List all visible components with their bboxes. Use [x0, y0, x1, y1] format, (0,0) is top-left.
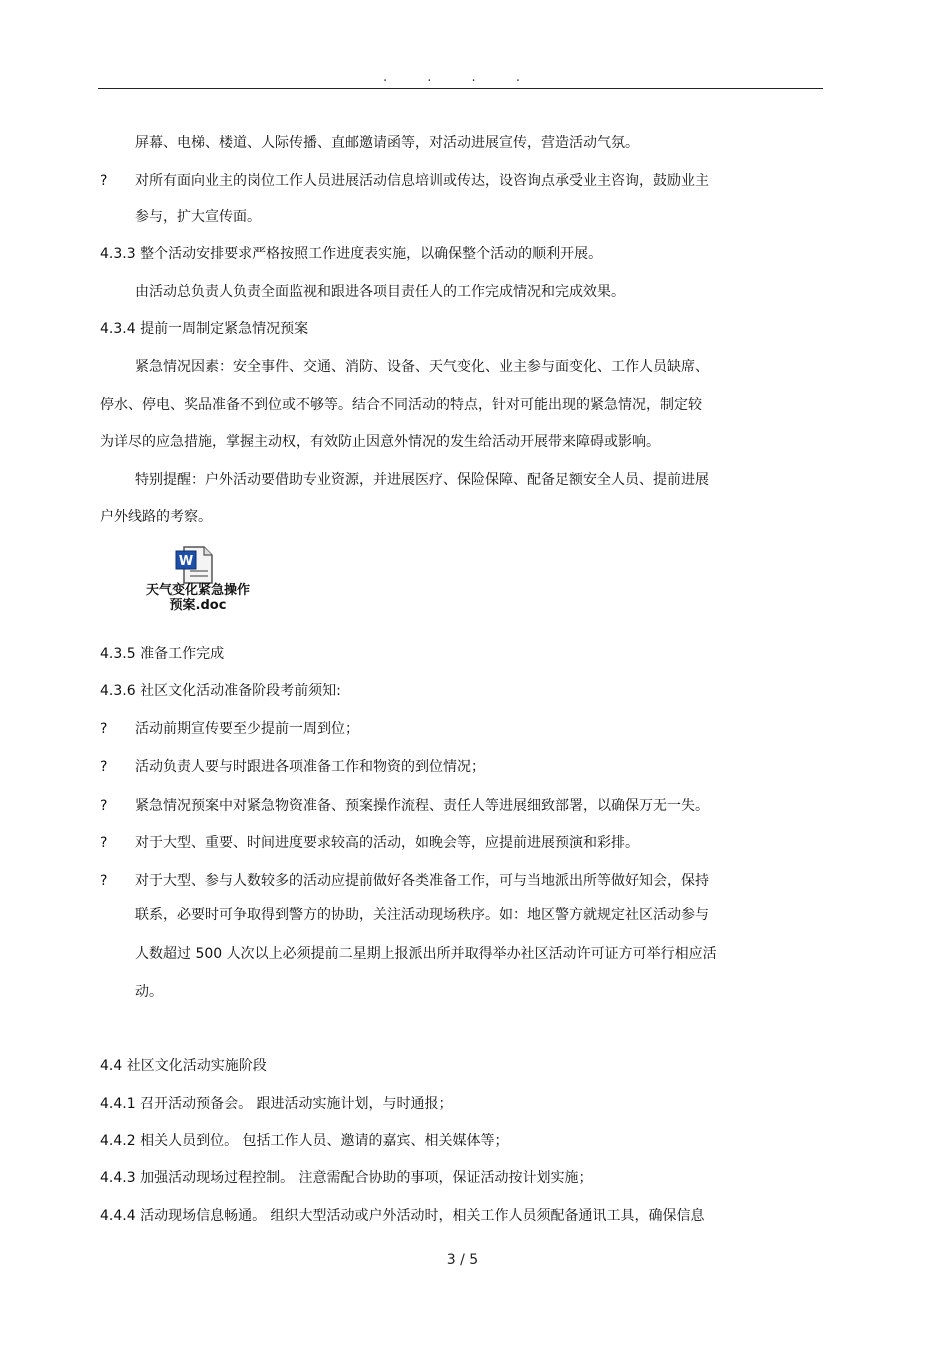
attachment-doc[interactable]: [138, 545, 258, 617]
bullet-mark: ?: [100, 873, 108, 889]
paragraph-line: 人数超过 500 人次以上必须提前二星期上报派出所并取得举办社区活动许可证方可举行相应活: [135, 946, 717, 962]
bullet-item: 活动前期宣传要至少提前一周到位；: [135, 721, 359, 737]
bullet-item: 紧急情况预案中对紧急物资准备、预案操作流程、责任人等进展细致部署，以确保万无一失。: [135, 798, 709, 814]
bullet-mark: ?: [100, 835, 108, 851]
bullet-item: 对所有面向业主的岗位工作人员进展活动信息培训或传达，设咨询点承受业主咨询，鼓励业主: [135, 173, 709, 189]
bullet-item: 对于大型、重要、时间进度要求较高的活动，如晚会等，应提前进展预演和彩排。: [135, 835, 639, 851]
paragraph-line: 紧急情况因素：安全事件、交通、消防、设备、天气变化、业主参与面变化、工作人员缺席、: [135, 359, 709, 375]
header-rule: [98, 88, 823, 89]
paragraph-line: 屏幕、电梯、楼道、人际传播、直邮邀请函等，对活动进展宣传，营造活动气氛。: [135, 135, 639, 151]
bullet-mark: ?: [100, 173, 108, 189]
paragraph-line: 特别提醒：户外活动要借助专业资源，并进展医疗、保险保障、配备足额安全人员、提前进展: [135, 472, 709, 488]
bullet-item: 活动负责人要与时跟进各项准备工作和物资的到位情况；: [135, 759, 485, 775]
section-heading-4-3-5: 4.3.5 准备工作完成: [100, 646, 225, 662]
section-heading-4-4-3: 4.4.3 加强活动现场过程控制。 注意需配合协助的事项，保证活动按计划实施；: [100, 1170, 593, 1186]
svg-text:W: W: [178, 554, 194, 569]
paragraph-line: 停水、停电、奖品准备不到位或不够等。结合不同活动的特点，针对可能出现的紧急情况，制定较: [100, 397, 702, 413]
section-heading-4-4-4: 4.4.4 活动现场信息畅通。 组织大型活动或户外活动时，相关工作人员须配备通讯工具，确保信息: [100, 1208, 705, 1224]
paragraph-line: 为详尽的应急措施，掌握主动权，有效防止因意外情况的发生给活动开展带来障碍或影响。: [100, 434, 660, 450]
paragraph-line: 联系，必要时可争取得到警方的协助，关注活动现场秩序。如：地区警方就规定社区活动参与: [135, 907, 709, 923]
header-dots: . . . .: [383, 70, 538, 85]
section-heading-4-3-3: 4.3.3 整个活动安排要求严格按照工作进度表实施，以确保整个活动的顺利开展。: [100, 246, 603, 262]
bullet-mark: ?: [100, 798, 108, 814]
paragraph-line: 动。: [135, 984, 163, 1000]
section-heading-4-3-6: 4.3.6 社区文化活动准备阶段考前须知:: [100, 683, 341, 699]
section-heading-4-4-2: 4.4.2 相关人员到位。 包括工作人员、邀请的嘉宾、相关媒体等；: [100, 1133, 509, 1149]
attachment-label-line2: 预案.doc: [169, 598, 227, 613]
page-number: 3 / 5: [446, 1252, 479, 1268]
section-heading-4-3-4: 4.3.4 提前一周制定紧急情况预案: [100, 321, 309, 337]
page-header: [98, 70, 823, 90]
bullet-item: 对于大型、参与人数较多的活动应提前做好各类准备工作，可与当地派出所等做好知会，保持: [135, 873, 709, 889]
paragraph-line: 户外线路的考察。: [100, 509, 212, 525]
paragraph-line: 参与，扩大宣传面。: [135, 209, 261, 225]
bullet-mark: ?: [100, 759, 108, 775]
attachment-label: [138, 583, 258, 613]
section-heading-4-4: 4.4 社区文化活动实施阶段: [100, 1058, 267, 1074]
attachment-label-line1: 天气变化紧急操作: [145, 583, 250, 598]
word-doc-icon: [174, 545, 214, 585]
section-heading-4-4-1: 4.4.1 召开活动预备会。 跟进活动实施计划，与时通报；: [100, 1096, 453, 1112]
paragraph-line: 由活动总负责人负责全面监视和跟进各项目责任人的工作完成情况和完成效果。: [135, 284, 625, 300]
bullet-mark: ?: [100, 721, 108, 737]
